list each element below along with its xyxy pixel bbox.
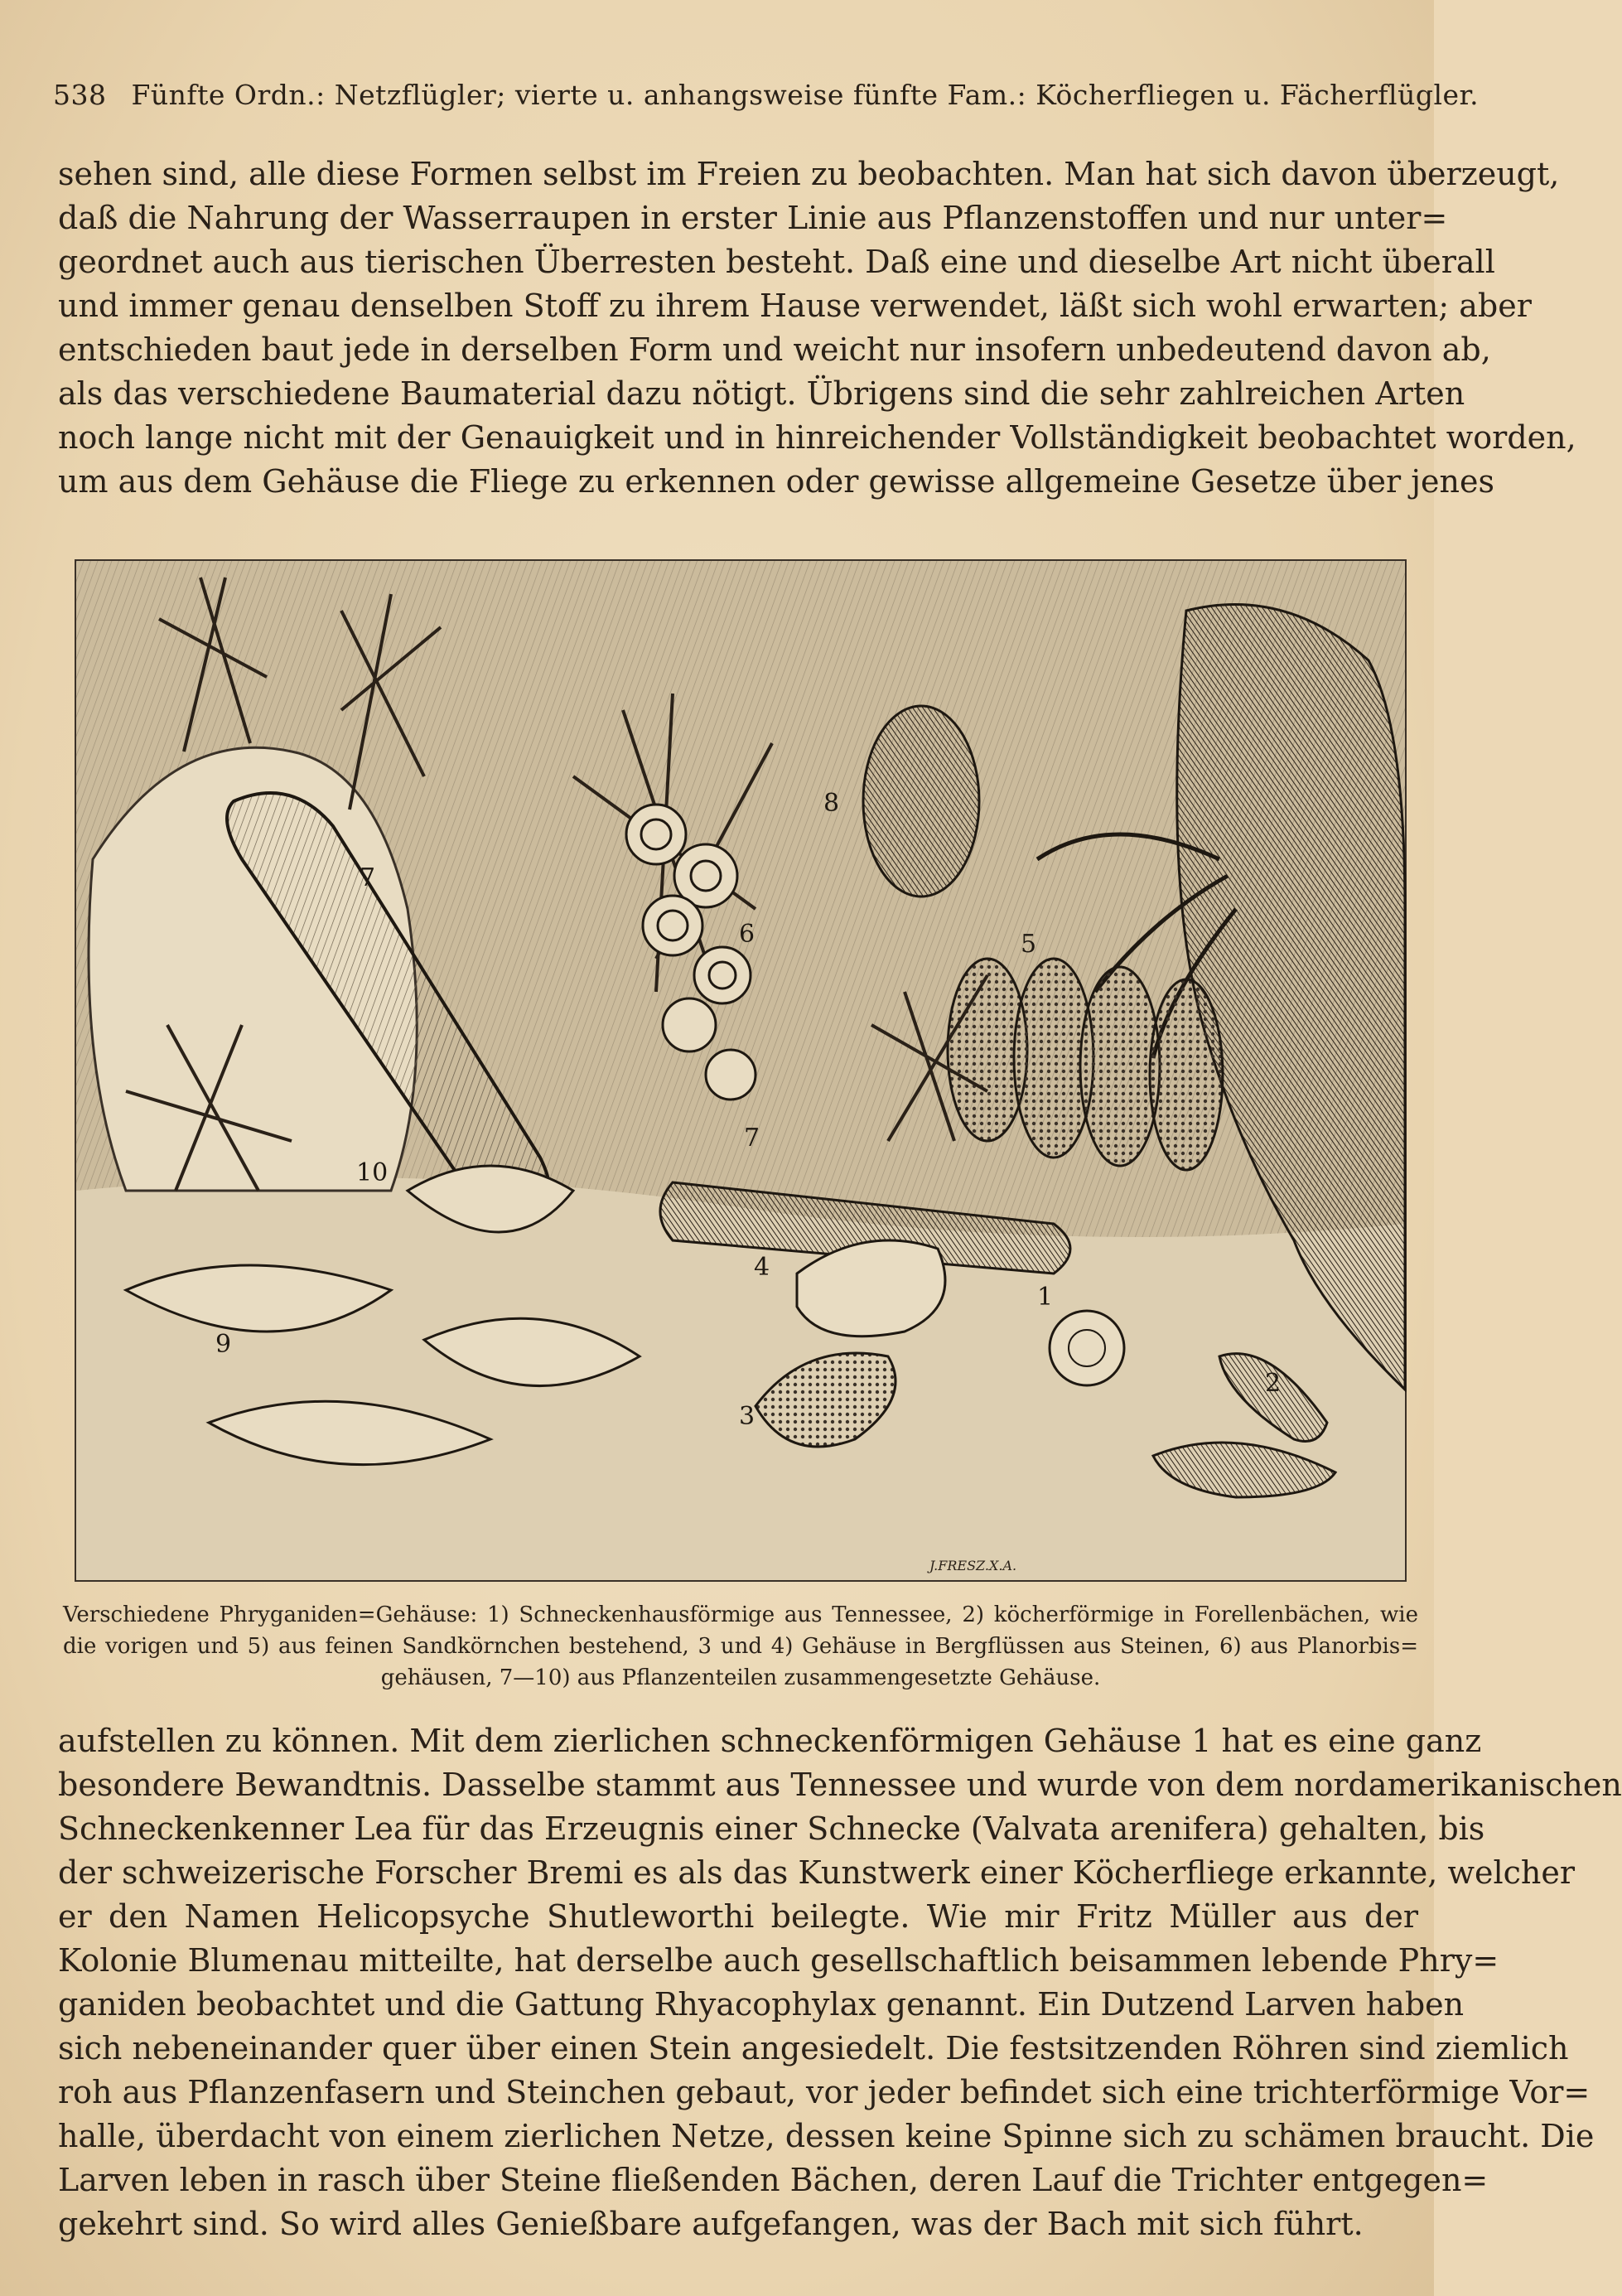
text-line: er den Namen Helicopsyche Shutleworthi beilegte. Wie mir Fritz Müller aus der — [58, 1898, 1418, 1935]
engraving-svg — [76, 561, 1405, 1580]
text-line: geordnet auch aus tierischen Überresten besteht. Daß eine und dieselbe Art nicht überall — [58, 244, 1495, 280]
figure-label-3: 3 — [739, 1402, 755, 1431]
text-line: gekehrt sind. So wird alles Genießbare aufgefangen, was der Bach mit sich führt. — [58, 2206, 1364, 2242]
figure-label-6: 6 — [739, 920, 755, 949]
figure-label-4: 4 — [754, 1253, 770, 1282]
text-line: roh aus Pflanzenfasern und Steinchen gebaut, vor jeder befindet sich eine trichterförmige Vor= — [58, 2074, 1591, 2110]
figure-label-2: 2 — [1265, 1369, 1282, 1398]
text-line: halle, überdacht von einem zierlichen Netze, dessen keine Spinne sich zu schämen braucht. Die — [58, 2118, 1595, 2154]
text-line: um aus dem Gehäuse die Fliege zu erkennen oder gewisse allgemeine Gesetze über jenes — [58, 463, 1495, 500]
running-title: Fünfte Ordn.: Netzflügler; vierte u. anhangsweise fünfte Fam.: Köcherfliegen u. Fächerflügler. — [131, 79, 1480, 111]
caption-line: Verschiedene Phryganiden=Gehäuse: 1) Schneckenhausförmige aus Tennessee, 2) köcherförmige in Forellenbächen, wie — [63, 1602, 1418, 1627]
paragraph-top — [58, 152, 1576, 504]
text-line: sehen sind, alle diese Formen selbst im Freien zu beobachten. Man hat sich davon überzeugt, — [58, 156, 1560, 192]
text-line: aufstellen zu können. Mit dem zierlichen schneckenförmigen Gehäuse 1 hat es eine ganz — [58, 1723, 1482, 1759]
figure-label-8: 8 — [823, 789, 840, 818]
figure-caption — [63, 1599, 1418, 1694]
figure-label-10: 10 — [356, 1158, 389, 1187]
figure-label-1: 1 — [1037, 1283, 1054, 1312]
text-line: Larven leben in rasch über Steine fließenden Bächen, deren Lauf die Trichter entgegen= — [58, 2162, 1489, 2198]
figure-label-9: 9 — [215, 1330, 232, 1359]
caption-line: gehäusen, 7—10) aus Pflanzenteilen zusammengesetzte Gehäuse. — [380, 1665, 1101, 1690]
case-8 — [863, 706, 979, 897]
text-line: sich nebeneinander quer über einen Stein angesiedelt. Die festsitzenden Röhren sind ziemlich — [58, 2030, 1569, 2066]
text-line: besondere Bewandtnis. Dasselbe stammt aus Tennessee und wurde von dem nordamerikanischen — [58, 1767, 1622, 1803]
page-number: 538 — [53, 79, 107, 111]
figure-label-7-center: 7 — [744, 1124, 760, 1153]
engraver-signature: J.FRESZ.X.A. — [929, 1558, 1017, 1573]
text-line: und immer genau denselben Stoff zu ihrem Hause verwendet, läßt sich wohl erwarten; aber — [58, 288, 1532, 324]
engraving-illustration — [75, 559, 1407, 1582]
figure-label-5: 5 — [1021, 930, 1037, 959]
text-line: daß die Nahrung der Wasserraupen in erster Linie aus Pflanzenstoffen und nur unter= — [58, 200, 1448, 236]
text-line: Kolonie Blumenau mitteilte, hat derselbe auch gesellschaftlich beisammen lebende Phry= — [58, 1942, 1499, 1979]
caption-line: die vorigen und 5) aus feinen Sandkörnchen bestehend, 3 und 4) Gehäuse in Bergflüssen aus Steinen, 6) aus Planorbis= — [63, 1634, 1418, 1659]
figure-label-7-left: 7 — [360, 863, 376, 892]
text-line: der schweizerische Forscher Bremi es als das Kunstwerk einer Köcherfliege erkannte, welcher — [58, 1854, 1576, 1891]
text-line: noch lange nicht mit der Genauigkeit und in hinreichender Vollständigkeit beobachtet worden, — [58, 419, 1576, 456]
text-line: als das verschiedene Baumaterial dazu nötigt. Übrigens sind die sehr zahlreichen Arten — [58, 375, 1465, 412]
case-1-snail — [1050, 1311, 1124, 1385]
text-line: Schneckenkenner Lea für das Erzeugnis einer Schnecke (Valvata arenifera) gehalten, bis — [58, 1810, 1485, 1847]
paragraph-bottom — [58, 1719, 1622, 2246]
page-header — [53, 79, 1480, 120]
text-line: ganiden beobachtet und die Gattung Rhyacophylax genannt. Ein Dutzend Larven haben — [58, 1986, 1465, 2023]
text-line: entschieden baut jede in derselben Form und weicht nur insofern unbedeutend davon ab, — [58, 331, 1491, 368]
